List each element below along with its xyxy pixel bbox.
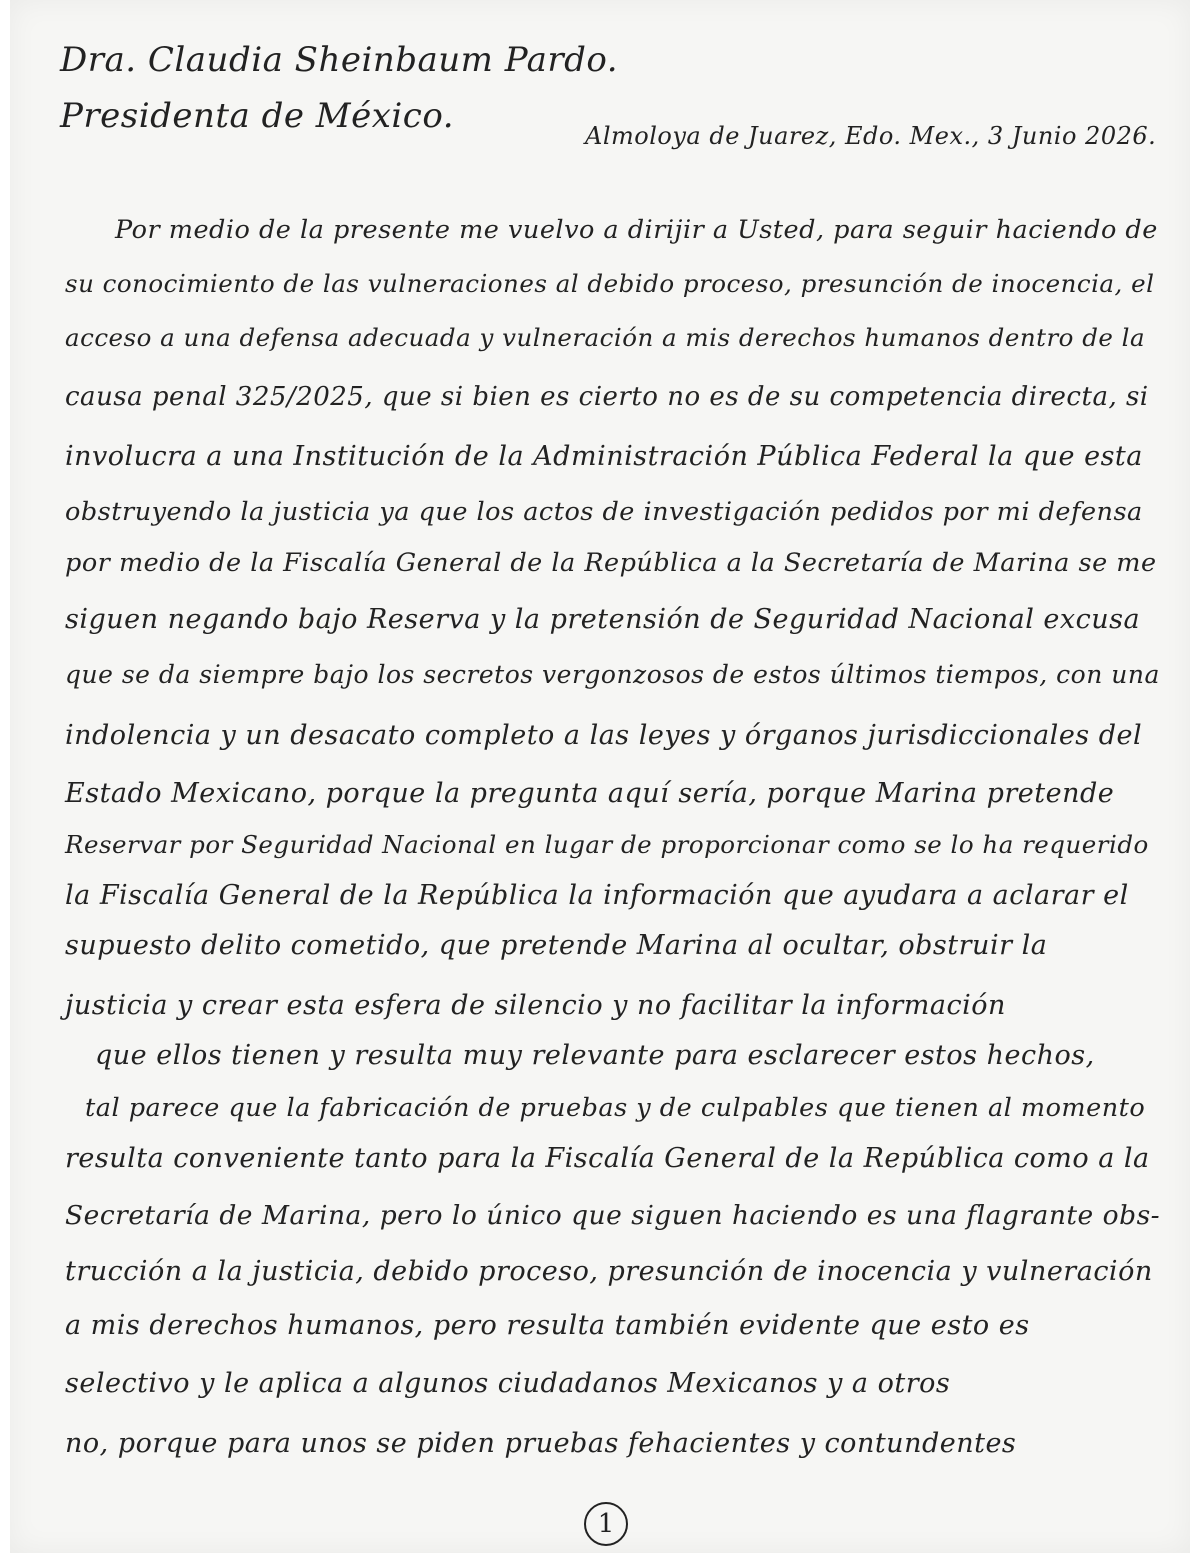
body-line: involucra a una Institución de la Administración Pública Federal la que esta — [65, 441, 1143, 472]
body-line: obstruyendo la justicia ya que los actos de investigación pedidos por mi defensa — [65, 497, 1143, 527]
body-line: Estado Mexicano, porque la pregunta aquí sería, porque Marina pretende — [65, 778, 1115, 809]
body-line: acceso a una defensa adecuada y vulneración a mis derechos humanos dentro de la — [65, 323, 1146, 352]
recipient-title: Presidenta de México. — [60, 96, 454, 136]
body-line: indolencia y un desacato completo a las leyes y órganos jurisdiccionales del — [65, 720, 1143, 751]
body-line: no, porque para unos se piden pruebas fehacientes y contundentes — [65, 1428, 1017, 1459]
body-line: la Fiscalía General de la República la información que ayudara a aclarar el — [65, 880, 1129, 911]
body-line: siguen negando bajo Reserva y la pretensión de Seguridad Nacional excusa — [65, 604, 1141, 635]
body-line: justicia y crear esta esfera de silencio y no facilitar la información — [65, 990, 1006, 1021]
body-line: selectivo y le aplica a algunos ciudadanos Mexicanos y a otros — [65, 1368, 951, 1399]
body-line: Por medio de la presente me vuelvo a dirijir a Usted, para seguir haciendo de — [115, 215, 1158, 245]
place-date: Almoloya de Juarez, Edo. Mex., 3 Junio 2026. — [585, 122, 1157, 150]
body-line: resulta conveniente tanto para la Fiscalía General de la República como a la — [65, 1143, 1150, 1174]
body-line: a mis derechos humanos, pero resulta también evidente que esto es — [65, 1310, 1030, 1341]
body-line: Secretaría de Marina, pero lo único que siguen haciendo es una flagrante obs- — [65, 1200, 1161, 1231]
page-number: 1 — [584, 1502, 628, 1546]
letter-page — [10, 0, 1190, 1553]
recipient-name: Dra. Claudia Sheinbaum Pardo. — [60, 40, 619, 80]
body-line: su conocimiento de las vulneraciones al debido proceso, presunción de inocencia, el — [65, 269, 1155, 298]
body-line: trucción a la justicia, debido proceso, presunción de inocencia y vulneración — [65, 1256, 1153, 1287]
body-line: tal parece que la fabricación de pruebas y de culpables que tienen al momento — [85, 1093, 1146, 1123]
body-line: Reservar por Seguridad Nacional en lugar de proporcionar como se lo ha requerido — [65, 830, 1149, 859]
body-line: que se da siempre bajo los secretos vergonzosos de estos últimos tiempos, con una — [65, 660, 1160, 689]
body-line: supuesto delito cometido, que pretende Marina al ocultar, obstruir la — [65, 930, 1048, 961]
body-line: causa penal 325/2025, que si bien es cierto no es de su competencia directa, si — [65, 382, 1149, 412]
body-line: por medio de la Fiscalía General de la República a la Secretaría de Marina se me — [65, 548, 1157, 578]
body-line: que ellos tienen y resulta muy relevante para esclarecer estos hechos, — [95, 1040, 1095, 1071]
